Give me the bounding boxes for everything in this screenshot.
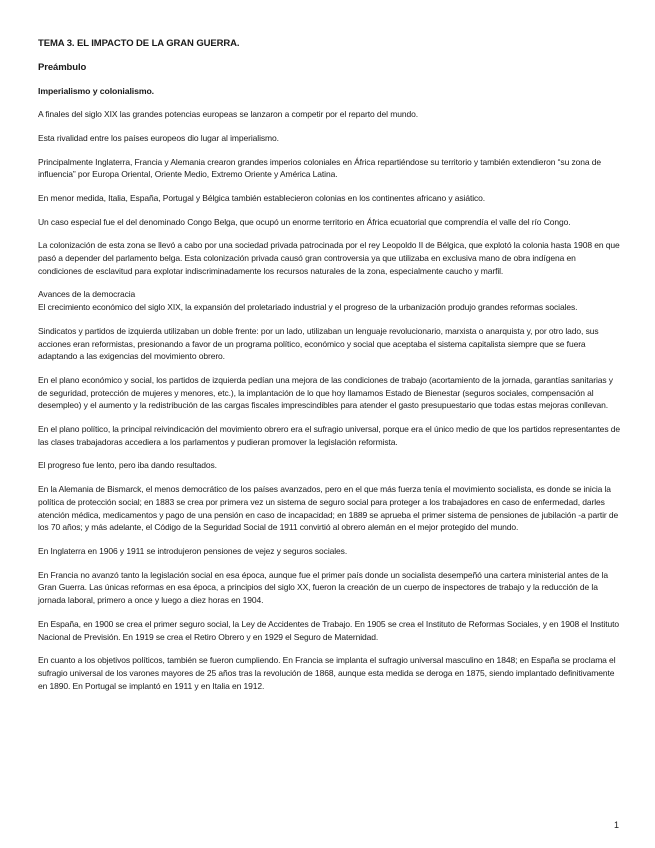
document-page (38, 38, 620, 703)
paragraph: Esta rivalidad entre los países europeos dio lugar al imperialismo. (38, 132, 279, 143)
paragraph: En Francia no avanzó tanto la legislación social en esa época, aunque fue el primer país donde un socialista desempeñó una cartera ministerial antes de la Gran Guerra. Las únicas reformas en esa época, a principios del siglo XX, fueron la creación de un cuerpo de inspectores de trabajo y la reducción de la jornada laboral, primero a once y luego a diez horas en 1904. (38, 569, 609, 606)
paragraph: En Inglaterra en 1906 y 1911 se introdujeron pensiones de vejez y seguros sociales. (38, 545, 348, 556)
paragraph: Principalmente Inglaterra, Francia y Alemania crearon grandes imperios coloniales en África repartiéndose su territorio y también extendieron “su zona de influencia” por Europa Oriental, Oriente Medio, Extremo Oriente y América Latina. (38, 156, 602, 180)
section-label: Avances de la democracia (38, 289, 136, 300)
paragraph: La colonización de esta zona se llevó a cabo por una sociedad privada patrocinada por el rey Leopoldo II de Bélgica, que explotó la colonia hasta 1908 en que pasó a depender del parlamento belga. Esta colonización privada causó gran controversia ya que utilizaba en exclusiva mano de obra indígena en condiciones de esclavitud para explotar indiscriminadamente los recursos naturales de la zona, especialmente caucho y marfil. (38, 240, 620, 276)
paragraph: En cuanto a los objetivos políticos, también se fueron cumpliendo. En Francia se implanta el sufragio universal masculino en 1848; en España se proclama el sufragio universal de los varones mayores de 25 años tras la revolución de 1868, aunque esta medida se deroga en 1875, siendo implantado definitivamente en 1890. En Portugal se implantó en 1911 y en Italia en 1912. (38, 655, 616, 691)
paragraph: En España, en 1900 se crea el primer seguro social, la Ley de Accidentes de Trabajo. En 1905 se crea el Instituto de Reformas Sociales, y en 1908 el Instituto Nacional de Previsión. En 1919 se crea el Retiro Obrero y en 1929 el Seguro de Maternidad. (38, 618, 619, 642)
paragraph: En el plano económico y social, los partidos de izquierda pedían una mejora de las condiciones de trabajo (acortamiento de la jornada, garantías sanitarias y de seguridad, protección de mujeres y menores, etc.), la implantación de lo que hoy llamamos Estado de Bienestar (seguros sociales, compensación al desempleo) y el aumento y la redistribución de las cargas fiscales imprescindibles para atender el gasto presupuestario que todas estas mejoras conllevan. (38, 374, 613, 411)
subheading: Imperialismo y colonialismo. (38, 86, 154, 97)
paragraph: Sindicatos y partidos de izquierda utilizaban un doble frente: por un lado, utilizaban un lenguaje revolucionario, marxista o anarquista y, por otro lado, sus acciones eran reformistas, presionando a favor de un programa político, económico y social que aceptaba el sistema capitalista siempre que se fuera adaptando a las exigencias del movimiento obrero. (38, 325, 599, 362)
paragraph: El crecimiento económico del siglo XIX, la expansión del proletariado industrial y el progreso de la urbanización produjo grandes reformas sociales. (38, 302, 578, 313)
paragraph: El progreso fue lento, pero iba dando resultados. (38, 460, 217, 471)
paragraph: A finales del siglo XIX las grandes potencias europeas se lanzaron a competir por el reparto del mundo. (38, 109, 418, 120)
preamble-heading: Preámbulo (38, 61, 87, 73)
page-number: 1 (613, 820, 619, 830)
paragraph: En menor medida, Italia, España, Portugal y Bélgica también establecieron colonias en los continentes africano y asiático. (38, 192, 486, 203)
paragraph: En la Alemania de Bismarck, el menos democrático de los países avanzados, pero en el que más fuerza tenía el movimiento socialista, es donde se inicia la política de protección social; en 1883 se crea por primera vez un sistema de seguro social para proteger a los trabajadores en caso de enfermedad, darles atención médica, medicamentos y pago de una pensión en caso de incapacidad; en 1889 se aprueba el primer sistema de pensiones de jubilación -a partir de los 70 años; y más adelante, el Código de la Seguridad Social de 1911 convirtió al obrero alemán en el mejor protegido del mundo. (38, 484, 619, 533)
document-title: TEMA 3. EL IMPACTO DE LA GRAN GUERRA. (38, 38, 240, 49)
paragraph: En el plano político, la principal reivindicación del movimiento obrero era el sufragio universal, porque era el único medio de que los partidos representantes de las clases trabajadoras accediera a los parlamentos y pudieran promover la legislación reformista. (38, 424, 620, 447)
paragraph: Un caso especial fue el del denominado Congo Belga, que ocupó un enorme territorio en África ecuatorial que comprendía el valle del río Congo. (38, 216, 571, 227)
